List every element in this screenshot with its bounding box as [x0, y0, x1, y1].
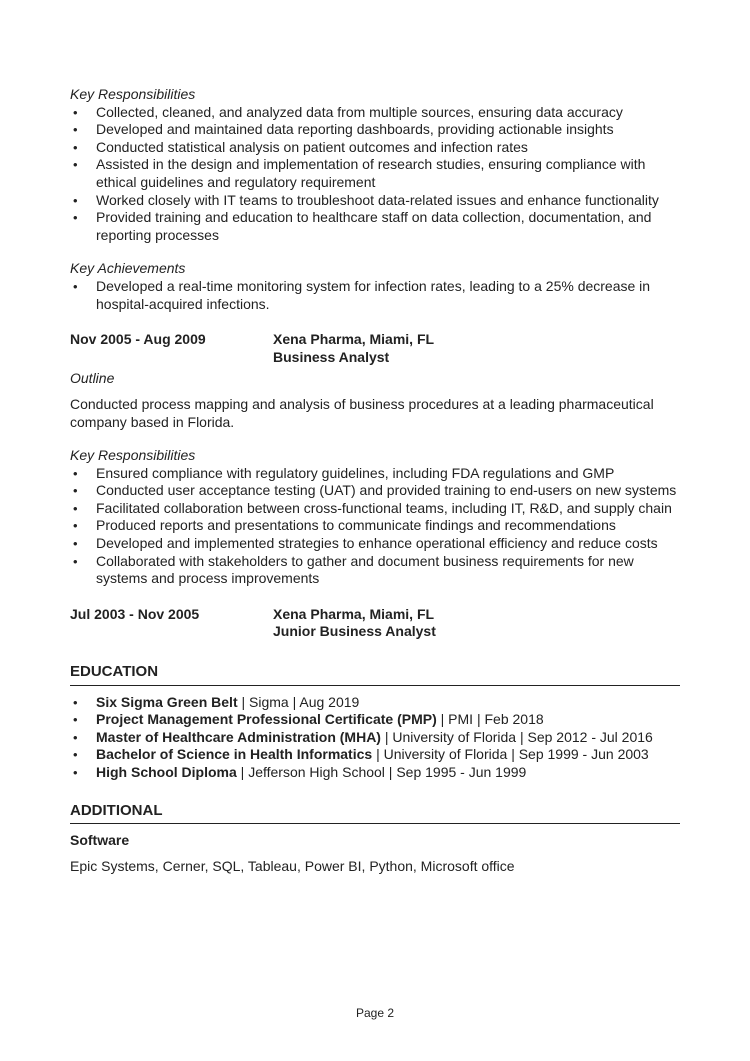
list-item: • Developed and implemented strategies to enhance operational efficiency and reduce costs	[70, 535, 680, 553]
education-name: Six Sigma Green Belt	[96, 693, 238, 710]
list-item: • Developed and maintained data reporting dashboards, providing actionable insights	[70, 121, 680, 139]
job1-achievements-label: Key Achievements	[70, 260, 186, 277]
job2-header	[70, 331, 680, 366]
education-name: Project Management Professional Certificate (PMP)	[96, 711, 437, 728]
list-item	[70, 711, 680, 729]
education-list	[70, 694, 680, 782]
list-item: • Facilitated collaboration between cross-functional teams, including IT, R&D, and supply chain	[70, 500, 680, 518]
resume-page	[70, 86, 680, 875]
job1-responsibilities-label: Key Responsibilities	[70, 86, 196, 102]
list-item: • Conducted user acceptance testing (UAT) and provided training to end-users on new systems	[70, 482, 680, 500]
list-item: • Collaborated with stakeholders to gather and document business requirements for new systems and process improvements	[70, 553, 680, 588]
list-item: • Collected, cleaned, and analyzed data from multiple sources, ensuring data accuracy	[70, 104, 680, 122]
education-name: Master of Healthcare Administration (MHA)	[96, 728, 381, 745]
list-item: • Worked closely with IT teams to troubleshoot data-related issues and enhance functionality	[70, 192, 680, 210]
list-item: • Developed a real-time monitoring system for infection rates, leading to a 25% decrease in hospital-acquired infections.	[70, 278, 680, 313]
education-details: | PMI | Feb 2018	[436, 711, 544, 728]
education-details: | Sigma | Aug 2019	[237, 693, 360, 710]
job2-responsibilities-label: Key Responsibilities	[70, 447, 196, 464]
job2-dates: Nov 2005 - Aug 2009	[70, 331, 206, 348]
list-item: • Conducted statistical analysis on patient outcomes and infection rates	[70, 139, 680, 157]
additional-heading: ADDITIONAL	[70, 802, 680, 825]
list-item: • Provided training and education to healthcare staff on data collection, documentation, and reporting processes	[70, 209, 680, 244]
education-details: | University of Florida | Sep 1999 - Jun 2003	[372, 746, 649, 763]
job3-title: Junior Business Analyst	[273, 623, 436, 640]
education-name: Bachelor of Science in Health Informatics	[96, 746, 373, 763]
list-item: • Produced reports and presentations to communicate findings and recommendations	[70, 517, 680, 535]
job2-outline-text: Conducted process mapping and analysis of business procedures at a leading pharmaceutical company based in Florida.	[70, 395, 654, 430]
job1-responsibilities-list	[70, 104, 680, 245]
job2-outline-label: Outline	[70, 370, 115, 387]
page-number: Page 2	[355, 1006, 395, 1020]
list-item	[70, 729, 680, 747]
list-item	[70, 746, 680, 764]
job3-dates: Jul 2003 - Nov 2005	[70, 605, 200, 622]
job2-title: Business Analyst	[273, 348, 390, 365]
list-item: • Ensured compliance with regulatory guidelines, including FDA regulations and GMP	[70, 465, 680, 483]
list-item: • Assisted in the design and implementation of research studies, ensuring compliance with ethical guidelines and regulatory requirement	[70, 156, 680, 191]
education-details: | University of Florida | Sep 2012 - Jul 2016	[380, 728, 653, 745]
job3-header	[70, 606, 680, 641]
software-label: Software	[70, 832, 130, 849]
education-heading: EDUCATION	[70, 663, 680, 686]
education-details: | Jefferson High School | Sep 1995 - Jun 1999	[236, 764, 527, 780]
job2-company: Xena Pharma, Miami, FL	[273, 331, 435, 348]
job2-responsibilities-list	[70, 465, 680, 588]
software-list: Epic Systems, Cerner, SQL, Tableau, Power BI, Python, Microsoft office	[70, 857, 515, 874]
job3-company: Xena Pharma, Miami, FL	[273, 605, 435, 622]
job1-achievements-list	[70, 278, 680, 313]
list-item	[70, 764, 680, 782]
education-name: High School Diploma	[96, 764, 237, 780]
list-item	[70, 694, 680, 712]
